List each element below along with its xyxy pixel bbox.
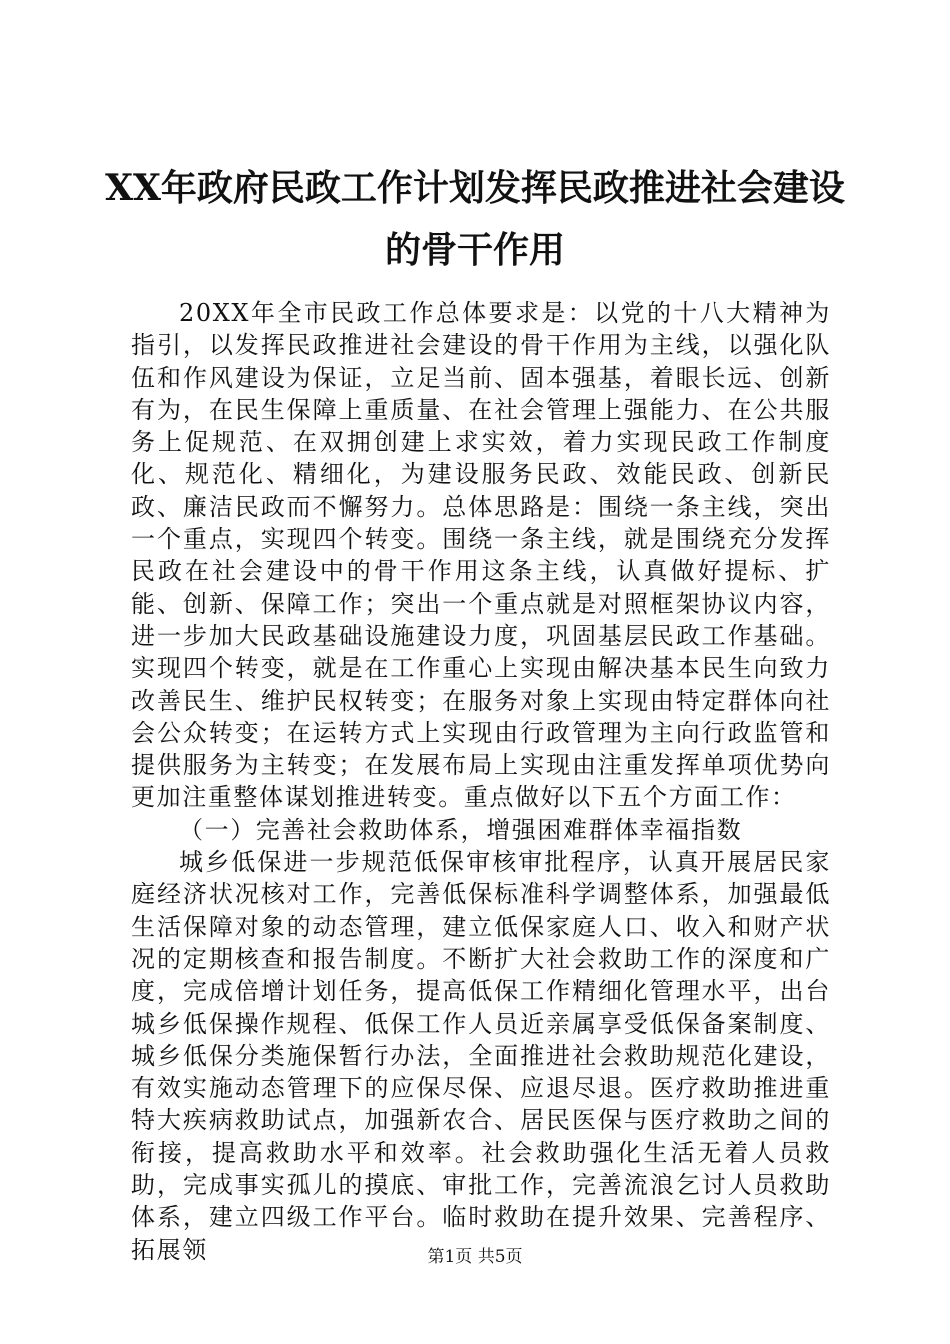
document-title: XX年政府民政工作计划发挥民政推进社会建设的骨干作用 bbox=[105, 167, 845, 271]
page-footer: 第1页 共5页 bbox=[427, 1247, 523, 1267]
section-heading-social-assistance: （一）完善社会救助体系，增强困难群体幸福指数 bbox=[179, 815, 743, 844]
paragraph-general-requirements: 20XX年全市民政工作总体要求是：以党的十八大精神为指引，以发挥民政推进社会建设的骨干作用为主线，以强化队伍和作风建设为保证，立足当前、固本强基，着眼长远、创新有为，在民生保障上重质量、在社会管理上强能力、在公共服务上促规范、在双拥创建上求实效，着力实现民政工作制度化、规范化、精细化，为建设服务民政、效能民政、创新民政、廉洁民政而不懈努力。总体思路是：围绕一条主线，突出一个重点，实现四个转变。围绕一条主线，就是围绕充分发挥民政在社会建设中的骨干作用这条主线，认真做好提标、扩能、创新、保障工作；突出一个重点就是对照框架协议内容，进一步加大民政基础设施建设力度，巩固基层民政工作基础。实现四个转变，就是在工作重心上实现由解决基本民生向致力改善民生、维护民权转变；在服务对象上实现由特定群体向社会公众转变；在运转方式上实现由行政管理为主向行政监管和提供服务为主转变；在发展布局上实现由注重发挥单项优势向更加注重整体谋划推进转变。重点做好以下五个方面工作： bbox=[131, 299, 831, 812]
paragraph-urban-rural-minimum-security: 城乡低保进一步规范低保审核审批程序，认真开展居民家庭经济状况核对工作，完善低保标准科学调整体系，加强最低生活保障对象的动态管理，建立低保家庭人口、收入和财产状况的定期核查和报告制度。不断扩大社会救助工作的深度和广度，完成倍增计划任务，提高低保工作精细化管理水平，出台城乡低保操作规程、低保工作人员近亲属享受低保备案制度、城乡低保分类施保暂行办法，全面推进社会救助规范化建设，有效实施动态管理下的应保尽保、应退尽退。医疗救助推进重特大疾病救助试点，加强新农合、居民医保与医疗救助之间的衔接，提高救助水平和效率。社会救助强化生活无着人员救助，完成事实孤儿的摸底、审批工作，完善流浪乞讨人员救助体系，建立四级工作平台。临时救助在提升效果、完善程序、拓展领 bbox=[131, 848, 831, 1264]
document-body bbox=[131, 297, 831, 1266]
